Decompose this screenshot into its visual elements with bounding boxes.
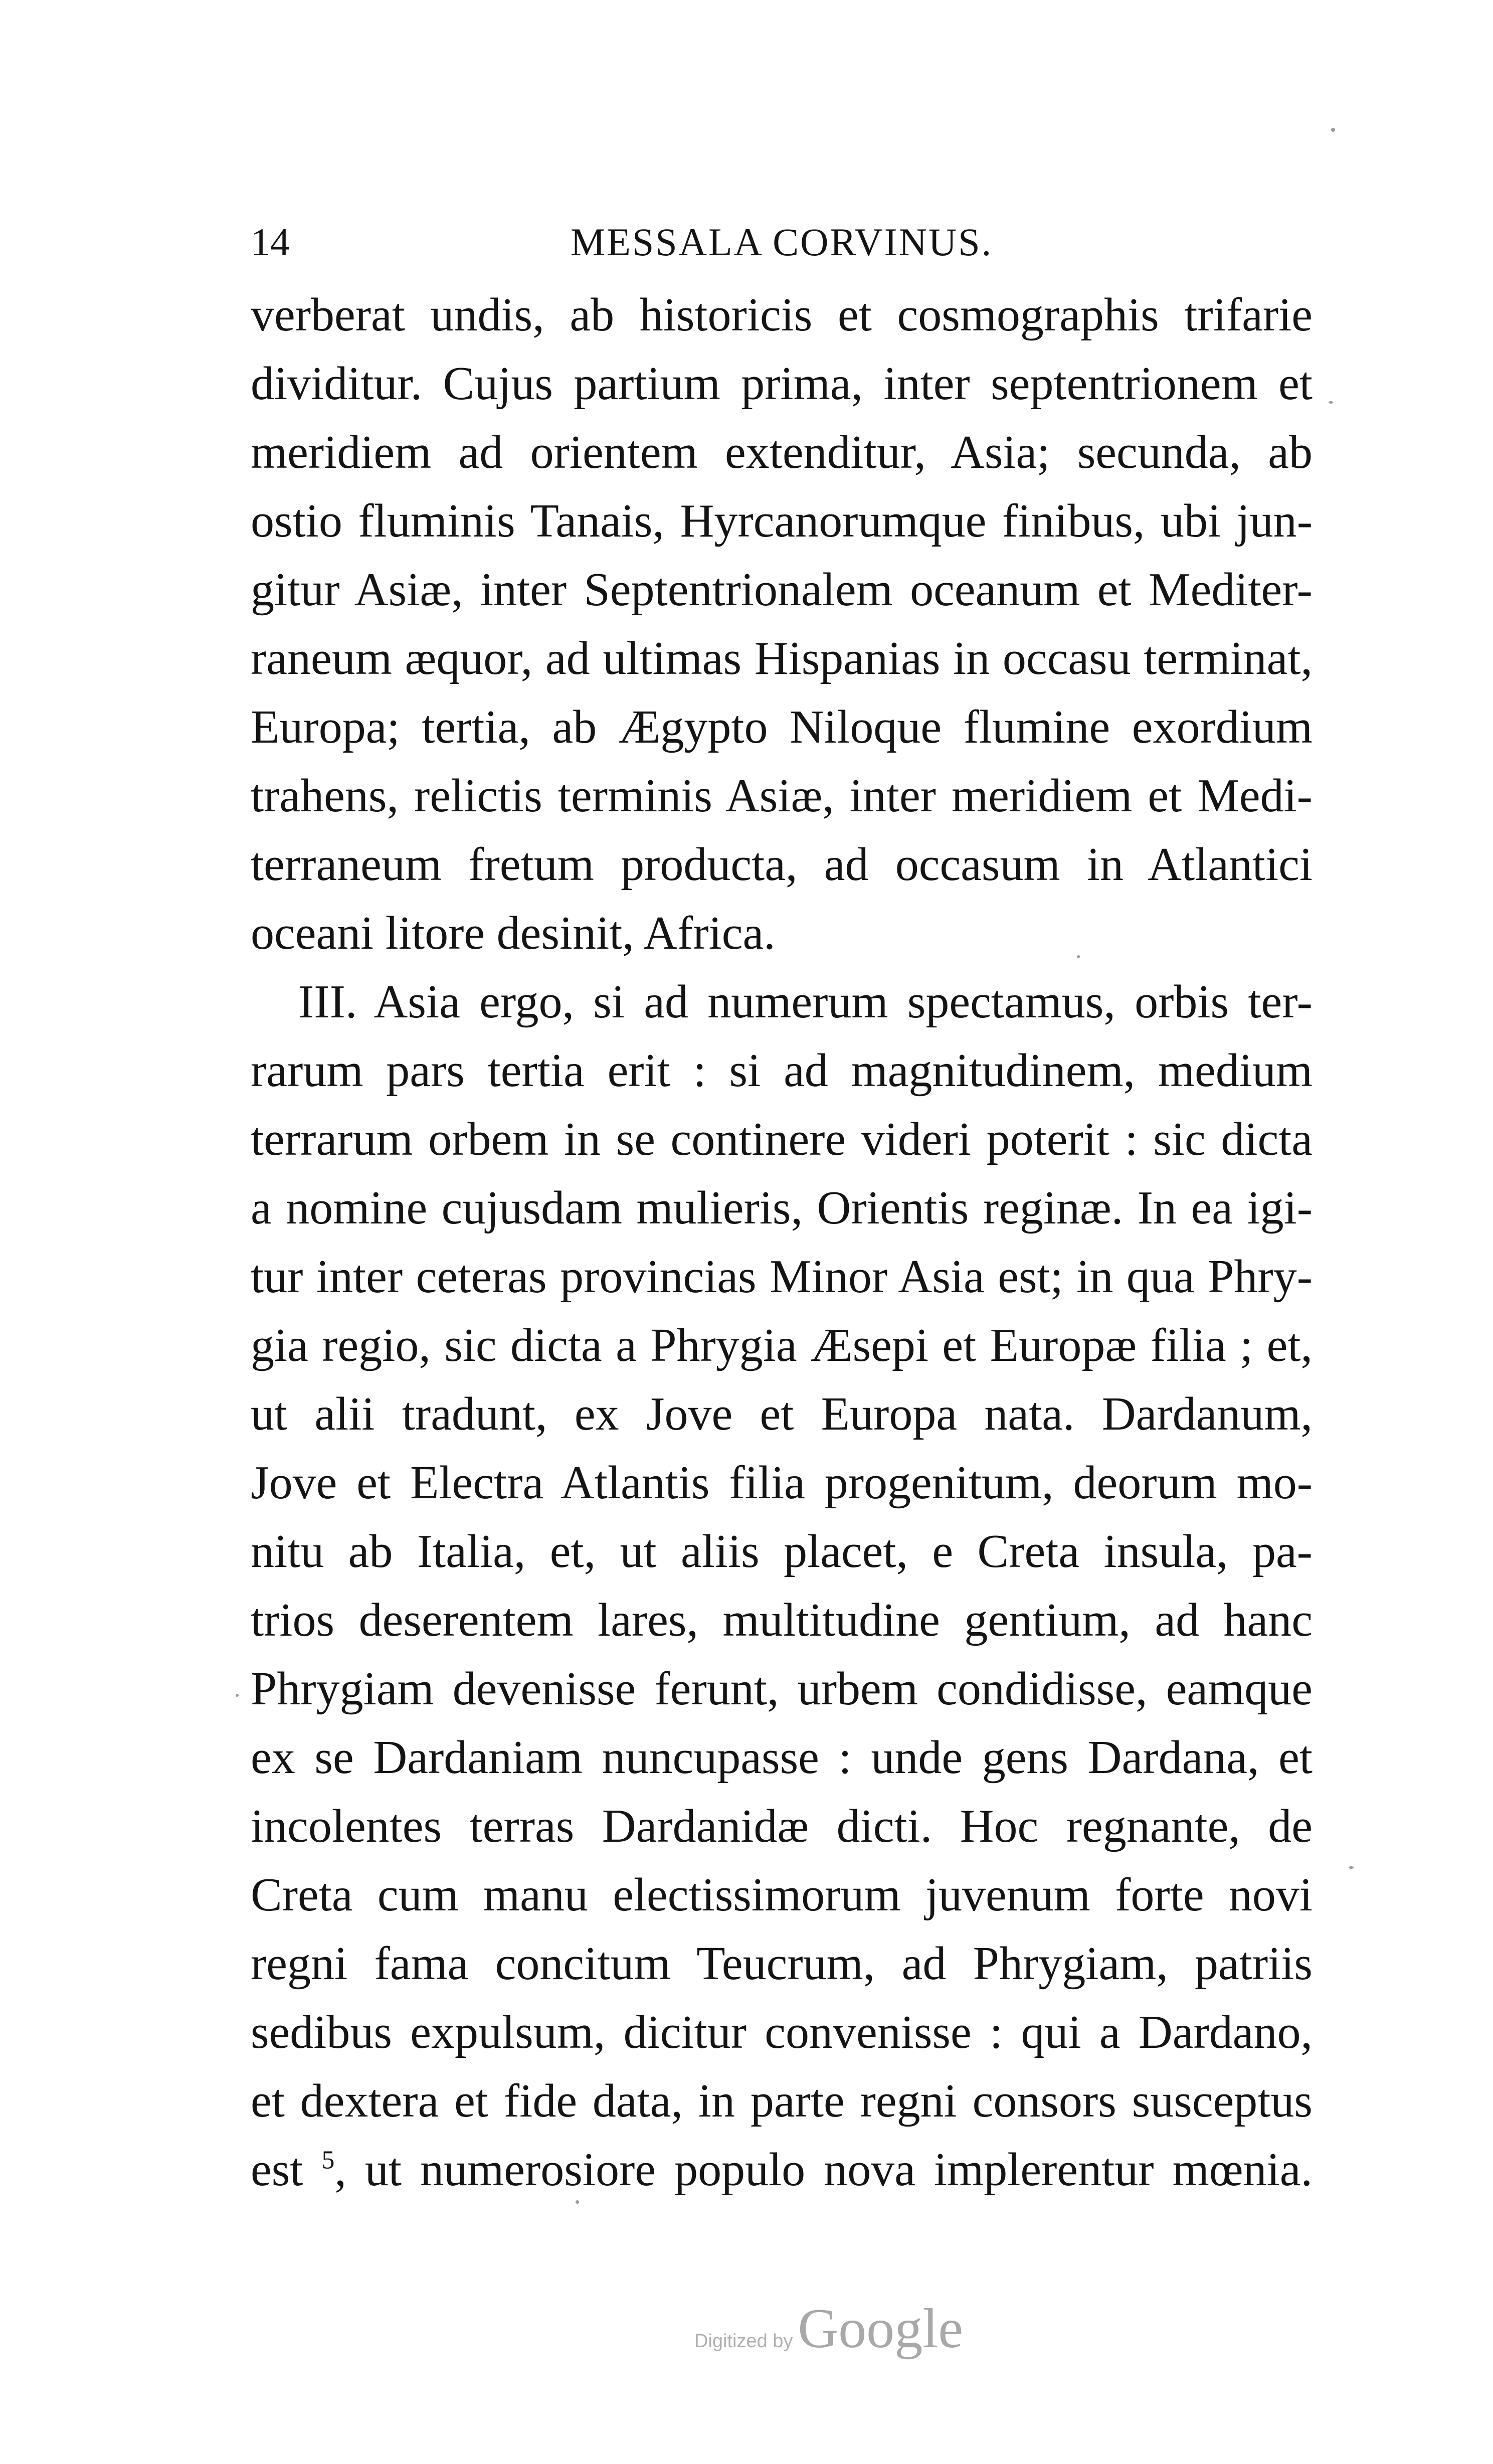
text-line: terraneum fretum producta, ad occasum in Atlantici xyxy=(251,838,1313,891)
scan-speck xyxy=(1077,955,1080,958)
text-line: Phrygiam devenisse ferunt, urbem condidisse, eamque xyxy=(251,1663,1313,1715)
text-line: trahens, relictis terminis Asiæ, inter meridiem et Medi- xyxy=(251,770,1313,822)
scan-speck xyxy=(236,1694,239,1697)
footnote-marker: 5 xyxy=(321,2146,335,2175)
text-line: tur inter ceteras provincias Minor Asia est; in qua Phry- xyxy=(251,1251,1313,1303)
text-line: raneum æquor, ad ultimas Hispanias in occasu terminat, xyxy=(251,632,1313,684)
last-text-line xyxy=(251,2136,1313,2204)
text-line-fragment: est xyxy=(251,2144,322,2196)
running-title: MESSALA CORVINUS. xyxy=(570,220,993,264)
google-logo: Google xyxy=(798,2298,964,2360)
page-header xyxy=(251,220,1313,275)
text-line: ex se Dardaniam nuncupasse : unde gens Dardana, et xyxy=(251,1731,1313,1784)
text-line: gia regio, sic dicta a Phrygia Æsepi et Europæ filia ; et, xyxy=(251,1319,1313,1371)
text-line: regni fama concitum Teucrum, ad Phrygiam, patriis xyxy=(251,1938,1313,1990)
section-mark: III. xyxy=(298,976,357,1028)
scan-speck xyxy=(1331,128,1335,132)
text-line: nitu ab Italia, et, ut aliis placet, e Creta insula, pa- xyxy=(251,1525,1313,1577)
text-line: terrarum orbem in se continere videri poterit : sic dicta xyxy=(251,1113,1313,1165)
text-line: incolentes terras Dardanidæ dicti. Hoc regnante, de xyxy=(251,1800,1313,1852)
text-line-fragment: Asia ergo, si ad numerum spectamus, orbis ter- xyxy=(374,976,1313,1028)
text-line: dividitur. Cujus partium prima, inter septentrionem et xyxy=(251,358,1313,410)
scan-speck xyxy=(1329,401,1333,404)
text-line: trios deserentem lares, multitudine gentium, ad hanc xyxy=(251,1594,1313,1646)
text-line: rarum pars tertia erit : si ad magnitudinem, medium xyxy=(251,1044,1313,1097)
text-line: ostio fluminis Tanais, Hyrcanorumque finibus, ubi jun- xyxy=(251,495,1313,547)
watermark-text: Digitized by xyxy=(694,2331,793,2352)
section-first-line xyxy=(251,968,1313,1036)
text-line-fragment: , ut numerosiore populo nova implerentur mœnia. xyxy=(334,2144,1313,2196)
text-line: a nomine cujusdam mulieris, Orientis reginæ. In ea igi- xyxy=(251,1182,1313,1234)
text-line: et dextera et fide data, in parte regni consors susceptus xyxy=(251,2075,1313,2127)
text-line: verberat undis, ab historicis et cosmographis trifarie xyxy=(251,289,1313,341)
text-line: sedibus expulsum, dicitur convenisse : qui a Dardano, xyxy=(251,2006,1313,2058)
text-line: Creta cum manu electissimorum juvenum forte novi xyxy=(251,1869,1313,1921)
text-line: gitur Asiæ, inter Septentrionalem oceanum et Mediter- xyxy=(251,564,1313,616)
google-watermark xyxy=(694,2297,963,2361)
text-line: Europa; tertia, ab Ægypto Niloque flumine exordium xyxy=(251,701,1313,753)
scan-speck xyxy=(576,2200,579,2204)
text-line: meridiem ad orientem extenditur, Asia; secunda, ab xyxy=(251,426,1313,478)
scan-speck xyxy=(1349,1866,1354,1869)
text-line: Jove et Electra Atlantis filia progenitum, deorum mo- xyxy=(251,1457,1313,1509)
body-text xyxy=(251,281,1313,2204)
text-line: ut alii tradunt, ex Jove et Europa nata. Dardanum, xyxy=(251,1388,1313,1440)
page-number: 14 xyxy=(251,220,290,264)
text-line: oceani litore desinit, Africa. xyxy=(251,907,776,959)
